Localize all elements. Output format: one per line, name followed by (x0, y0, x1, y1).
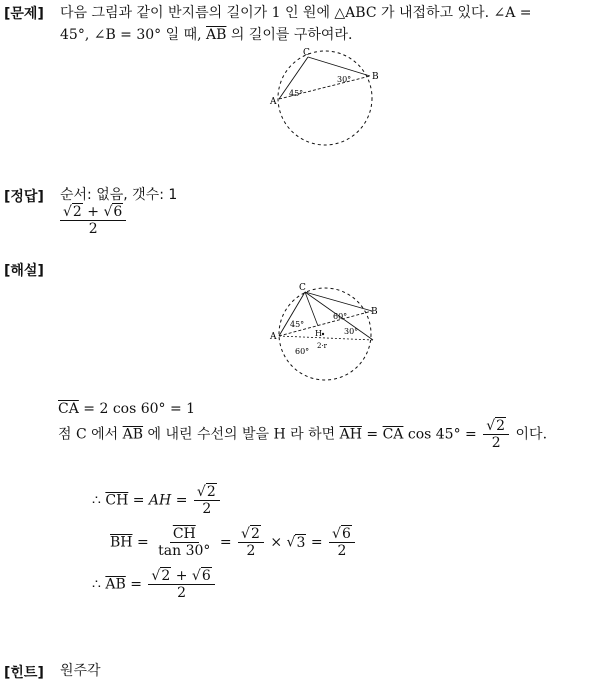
sent-part-a: 점 C 에서 (58, 426, 123, 443)
angle-30: 30° (344, 327, 359, 336)
times-sign: × (265, 534, 287, 551)
sent-frac-den: 2 (491, 435, 501, 451)
eq-ca-rhs: = 2 cos 60° = 1 (78, 401, 196, 417)
bh-fraction-2: $\frac{√2}{2}$ (238, 526, 264, 559)
eq-sign-ab: = (125, 576, 147, 593)
side-cb (308, 57, 370, 76)
angle-60-bottom: 60° (295, 347, 310, 356)
ab-sqrt-a: 2 (161, 568, 171, 584)
angle-a: 45° (289, 89, 304, 98)
problem-label: [문제] (4, 6, 44, 22)
answer-line: 순서: 없음, 갯수: 1 (60, 187, 178, 203)
sent-cos: cos 45° = (403, 426, 482, 443)
therefore-symbol-2: ∴ (92, 576, 101, 593)
eq-sign-3: = (306, 534, 328, 551)
problem-line-2b: 의 길이를 구하여라. (226, 27, 353, 43)
bh-mid-num: 2 (250, 526, 260, 542)
ab-fraction: $\frac{√2 + √6}{2}$ (148, 568, 214, 601)
circle (278, 51, 372, 145)
label-b: B (371, 307, 378, 317)
eq-sign-1: = (132, 534, 154, 551)
problem-line-2a: 45°, ∠B = 30° 일 때, (60, 27, 207, 43)
hint-label: [힌트] (4, 665, 44, 681)
eq-ah: = AH = (128, 492, 192, 509)
sent-end: 이다. (511, 426, 548, 443)
answer-plus: + (82, 204, 104, 220)
ab-den: 2 (177, 585, 187, 601)
altitude-ch (305, 292, 318, 326)
ab-plus: + (171, 568, 192, 584)
therefore-symbol: ∴ (92, 492, 101, 509)
bh-fraction-1 (155, 526, 213, 559)
segment-ab: $\overline{AB}$ (206, 27, 227, 43)
label-b: B (372, 72, 379, 82)
explanation-label: [해설] (4, 263, 44, 279)
label-h: H (315, 329, 322, 338)
ch-frac-den: 2 (202, 501, 212, 517)
bh-frac-den: tan 30° (158, 543, 211, 559)
segment-ca: $\overline{CA}$ (58, 401, 79, 417)
sent-part-b: 에 내린 수선의 발을 H 라 하면 (143, 426, 340, 443)
answer-den: 2 (88, 221, 98, 237)
side-ca (279, 292, 305, 336)
label-c: C (303, 48, 310, 58)
bh-fraction-3: $\frac{√6}{2}$ (329, 526, 355, 559)
ab-sqrt-b: 6 (201, 568, 211, 584)
segment-bh: $\overline{BH}$ (110, 534, 133, 551)
ch-fraction: $\frac{√2}{2}$ (194, 484, 220, 517)
problem-line-1: 다음 그림과 같이 반지름의 길이가 1 인 원에 △ABC 가 내접하고 있다. ∠A = (60, 5, 532, 21)
bh-res-num: 6 (341, 526, 351, 542)
sqrt-three: 3 (296, 534, 306, 551)
label-a: A (270, 97, 277, 107)
sent-frac-num: 2 (496, 418, 506, 434)
explanation-figure (265, 282, 385, 388)
answer-sqrt-a: 2 (72, 204, 82, 220)
segment-ab-final: $\overline{AB}$ (105, 576, 126, 593)
eq-ch (92, 484, 222, 517)
hint-text: 원주각 (60, 663, 101, 679)
eq-ca (58, 398, 195, 420)
angle-60-top: 60° (333, 312, 348, 321)
answer-sqrt-b: 6 (113, 204, 123, 220)
problem-line-2 (60, 24, 352, 46)
segment-ca-2: $\overline{CA}$ (382, 426, 404, 443)
label-a: A (270, 332, 277, 342)
eq-ab (92, 568, 217, 601)
problem-figure (265, 46, 385, 152)
answer-label: [정답] (4, 189, 44, 205)
point-h-dot (322, 333, 324, 335)
angle-b: 30° (337, 75, 352, 84)
chord-line (279, 336, 373, 340)
segment-ch: $\overline{CH}$ (105, 492, 129, 509)
label-c: C (299, 283, 306, 293)
segment-ab: $\overline{AB}$ (122, 426, 144, 443)
eq-sign-2: = (215, 534, 237, 551)
bh-frac-num: $\overline{CH}$ (170, 526, 199, 543)
angle-45: 45° (290, 320, 305, 329)
side-cb (305, 292, 372, 311)
ch-frac-num: 2 (206, 484, 216, 500)
sentence-perpendicular (58, 418, 547, 451)
sent-fraction: $\frac{√2}{2}$ (483, 418, 509, 451)
bh-mid-den: 2 (246, 543, 256, 559)
radius-label: 2·r (317, 342, 328, 350)
sent-eq: = (361, 426, 383, 443)
answer-fraction: $\frac{√2 + √6}{2}$ (58, 204, 128, 237)
eq-bh: $\overline{BH}$ = $\frac{\overline{CH}}{\tan 30^\circ}$ = $\frac{√2}{2}$ × √3 = $\frac{√6}{2}$ (110, 526, 357, 559)
bh-res-den: 2 (337, 543, 347, 559)
segment-ah: $\overline{AH}$ (339, 426, 362, 443)
